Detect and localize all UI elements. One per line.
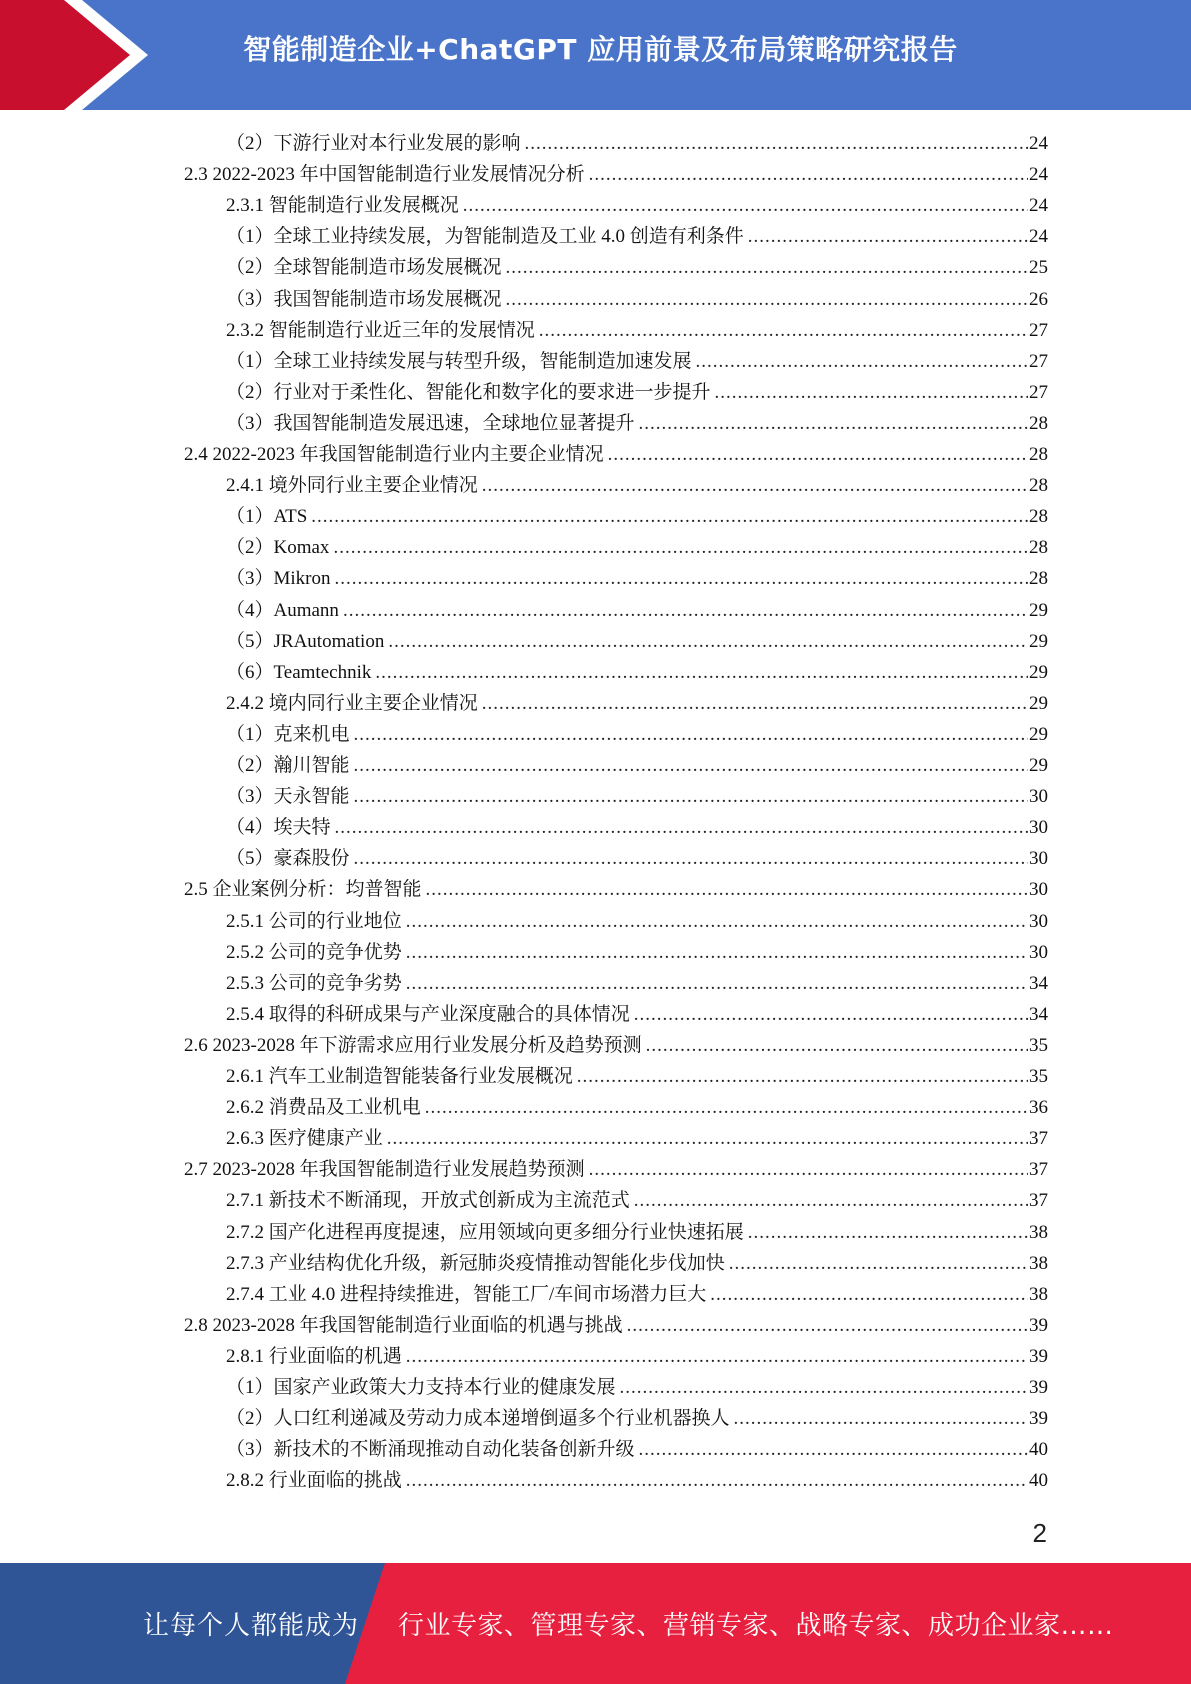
toc-entry-page: 29 — [1029, 755, 1048, 776]
toc-dot-leader — [696, 346, 1028, 377]
toc-entry-page: 29 — [1029, 599, 1048, 621]
toc-dot-leader — [710, 1279, 1028, 1310]
footer-slogan-right: 行业专家、管理专家、营销专家、战略专家、成功企业家…… — [398, 1611, 1114, 1641]
toc-entry-label: 2.8.2 行业面临的挑战 — [226, 1470, 402, 1492]
toc-entry-page: 28 — [1029, 537, 1048, 559]
toc-entry-label: 2.5.3 公司的竞争劣势 — [226, 972, 402, 994]
toc-dot-leader — [608, 439, 1028, 470]
toc-entry-label: 2.7.1 新技术不断涌现，开放式创新成为主流范式 — [226, 1190, 630, 1212]
toc-entry-label: （1）ATS — [226, 506, 308, 528]
toc-dot-leader — [589, 159, 1028, 190]
toc-entry-label: （4）埃夫特 — [226, 817, 331, 839]
toc-dot-leader — [639, 1434, 1028, 1465]
toc-dot-leader — [715, 377, 1028, 408]
toc-entry-page: 39 — [1029, 1377, 1048, 1398]
toc-entry[interactable] — [226, 937, 1048, 968]
toc-entry-label: （5）豪森股份 — [226, 848, 350, 870]
toc-entry-page: 25 — [1029, 257, 1048, 279]
toc-dot-leader — [729, 1248, 1028, 1279]
toc-entry-label: （2）下游行业对本行业发展的影响 — [226, 133, 521, 154]
toc-entry-label: （3）我国智能制造市场发展概况 — [226, 288, 502, 310]
toc-dot-leader — [311, 501, 1028, 532]
toc-entry[interactable] — [226, 968, 1048, 999]
toc-entry[interactable] — [226, 999, 1048, 1030]
toc-entry-label: 2.3 2022-2023 年中国智能制造行业发展情况分析 — [184, 164, 585, 186]
page-footer — [0, 1563, 1191, 1684]
toc-entry[interactable] — [226, 843, 1048, 874]
toc-dot-leader — [335, 563, 1028, 594]
toc-entry-page: 27 — [1029, 350, 1048, 372]
toc-entry[interactable] — [226, 1061, 1048, 1092]
toc-entry[interactable] — [226, 1434, 1048, 1465]
toc-entry-label: 2.7.2 国产化进程再度提速，应用领域向更多细分行业快速拓展 — [226, 1221, 744, 1243]
toc-entry-label: 2.4.2 境内同行业主要企业情况 — [226, 692, 478, 714]
toc-dot-leader — [406, 1465, 1028, 1496]
toc-entry-page: 37 — [1029, 1159, 1048, 1181]
toc-dot-leader — [375, 657, 1028, 688]
toc-entry-label: 2.6 2023-2028 年下游需求应用行业发展分析及趋势预测 — [184, 1034, 642, 1056]
toc-entry-page: 40 — [1029, 1470, 1048, 1492]
toc-entry[interactable] — [226, 1465, 1048, 1496]
toc-entry-label: 2.3.1 智能制造行业发展概况 — [226, 195, 459, 217]
toc-entry-label: 2.3.2 智能制造行业近三年的发展情况 — [226, 319, 535, 341]
toc-entry-page: 28 — [1029, 444, 1048, 465]
toc-dot-leader — [620, 1372, 1028, 1403]
toc-dot-leader — [425, 1092, 1028, 1123]
toc-dot-leader — [734, 1403, 1028, 1434]
toc-entry-label: （2）Komax — [226, 537, 330, 559]
toc-dot-leader — [634, 1185, 1028, 1216]
toc-entry-label: 2.8.1 行业面临的机遇 — [226, 1345, 402, 1367]
toc-dot-leader — [406, 937, 1028, 968]
toc-entry-page: 40 — [1029, 1439, 1048, 1461]
toc-dot-leader — [343, 595, 1028, 626]
toc-entry[interactable] — [226, 719, 1048, 750]
toc-entry[interactable] — [226, 532, 1048, 563]
toc-entry[interactable] — [226, 595, 1048, 626]
toc-dot-leader — [406, 906, 1028, 937]
toc-entry-label: （2）人口红利递减及劳动力成本递增倒逼多个行业机器换人 — [226, 1408, 730, 1430]
toc-entry[interactable] — [226, 1279, 1048, 1310]
toc-entry-label: （3）我国智能制造发展迅速，全球地位显著提升 — [226, 412, 635, 434]
toc-entry-label: 2.7.4 工业 4.0 进程持续推进，智能工厂/车间市场潜力巨大 — [226, 1283, 707, 1305]
toc-entry[interactable] — [226, 1403, 1048, 1434]
toc-entry[interactable] — [226, 906, 1048, 937]
toc-entry-label: 2.6.1 汽车工业制造智能装备行业发展概况 — [226, 1066, 573, 1087]
toc-entry[interactable] — [184, 1154, 1048, 1185]
toc-entry-label: 2.4.1 境外同行业主要企业情况 — [226, 475, 478, 497]
toc-dot-leader — [354, 719, 1028, 750]
toc-entry[interactable] — [184, 1030, 1048, 1061]
toc-entry-page: 29 — [1029, 723, 1048, 745]
toc-entry-page: 24 — [1029, 195, 1048, 217]
toc-entry-page: 28 — [1029, 475, 1048, 497]
toc-entry-page: 28 — [1029, 568, 1048, 590]
toc-dot-leader — [333, 532, 1028, 563]
toc-entry-label: （6）Teamtechnik — [226, 661, 372, 683]
toc-entry-label: （1）全球工业持续发展，为智能制造及工业 4.0 创造有利条件 — [226, 226, 744, 248]
toc-entry[interactable] — [226, 377, 1048, 408]
toc-entry-label: 2.4 2022-2023 年我国智能制造行业内主要企业情况 — [184, 444, 604, 465]
toc-entry-page: 39 — [1029, 1408, 1048, 1430]
toc-entry[interactable] — [226, 563, 1048, 594]
toc-entry-label: 2.7.3 产业结构优化升级，新冠肺炎疫情推动智能化步伐加快 — [226, 1252, 725, 1274]
header-title: 智能制造企业+ChatGPT 应用前景及布局策略研究报告 — [243, 33, 958, 66]
toc-entry[interactable] — [226, 812, 1048, 843]
toc-entry[interactable] — [184, 439, 1048, 470]
toc-dot-leader — [525, 128, 1028, 159]
toc-entry[interactable] — [226, 221, 1048, 252]
toc-dot-leader — [387, 1123, 1028, 1154]
toc-entry-page: 29 — [1029, 692, 1048, 714]
toc-entry-label: （5）JRAutomation — [226, 630, 385, 652]
toc-entry[interactable] — [226, 1372, 1048, 1403]
toc-entry-page: 37 — [1029, 1190, 1048, 1212]
toc-entry-label: 2.6.3 医疗健康产业 — [226, 1128, 383, 1150]
toc-entry[interactable] — [226, 1185, 1048, 1216]
toc-entry-page: 28 — [1029, 506, 1048, 528]
toc-entry[interactable] — [184, 874, 1048, 905]
toc-dot-leader — [463, 190, 1028, 221]
toc-entry-page: 24 — [1029, 164, 1048, 186]
toc-entry-label: （2）行业对于柔性化、智能化和数字化的要求进一步提升 — [226, 381, 711, 403]
toc-entry[interactable] — [226, 128, 1048, 159]
toc-dot-leader — [748, 221, 1028, 252]
toc-entry-page: 27 — [1029, 319, 1048, 341]
toc-entry[interactable] — [184, 159, 1048, 190]
toc-dot-leader — [482, 470, 1028, 501]
toc-entry-label: （1）全球工业持续发展与转型升级，智能制造加速发展 — [226, 350, 692, 372]
toc-entry-page: 38 — [1029, 1221, 1048, 1243]
toc-entry-page: 24 — [1029, 226, 1048, 248]
toc-entry-page: 34 — [1029, 1003, 1048, 1025]
toc-dot-leader — [354, 781, 1028, 812]
toc-entry[interactable] — [226, 688, 1048, 719]
toc-entry-page: 34 — [1029, 972, 1048, 994]
toc-entry-page: 38 — [1029, 1252, 1048, 1274]
toc-entry-label: 2.8 2023-2028 年我国智能制造行业面临的机遇与挑战 — [184, 1314, 623, 1336]
toc-entry[interactable] — [226, 190, 1048, 221]
toc-dot-leader — [426, 874, 1028, 905]
toc-entry-label: （1）克来机电 — [226, 723, 350, 745]
footer-slogan-left: 让每个人都能成为 — [143, 1611, 360, 1641]
toc-entry[interactable] — [226, 1248, 1048, 1279]
page-number: 2 — [1032, 1518, 1047, 1548]
toc-entry[interactable] — [226, 750, 1048, 781]
toc-entry[interactable] — [226, 284, 1048, 315]
toc-dot-leader — [639, 408, 1028, 439]
toc-entry[interactable] — [226, 408, 1048, 439]
toc-dot-leader — [589, 1154, 1028, 1185]
toc-entry-label: （2）瀚川智能 — [226, 755, 350, 776]
toc-dot-leader — [646, 1030, 1028, 1061]
toc-entry-page: 28 — [1029, 412, 1048, 434]
toc-entry-label: 2.5.4 取得的科研成果与产业深度融合的具体情况 — [226, 1003, 630, 1025]
toc-entry-page: 39 — [1029, 1345, 1048, 1367]
toc-dot-leader — [354, 750, 1028, 781]
toc-entry-page: 26 — [1029, 288, 1048, 310]
toc-entry-page: 24 — [1029, 133, 1048, 154]
toc-entry-page: 27 — [1029, 381, 1048, 403]
toc-entry-page: 30 — [1029, 848, 1048, 870]
toc-entry-label: （3）新技术的不断涌现推动自动化装备创新升级 — [226, 1439, 635, 1461]
toc-entry[interactable] — [226, 1217, 1048, 1248]
toc-entry-label: （3）天永智能 — [226, 786, 350, 808]
toc-entry-label: 2.5.2 公司的竞争优势 — [226, 941, 402, 963]
toc-entry-page: 38 — [1029, 1283, 1048, 1305]
toc-entry-page: 30 — [1029, 786, 1048, 808]
toc-dot-leader — [335, 812, 1028, 843]
toc-entry[interactable] — [226, 626, 1048, 657]
toc-entry[interactable] — [226, 1092, 1048, 1123]
toc-entry-label: 2.5.1 公司的行业地位 — [226, 910, 402, 932]
toc-entry-label: 2.6.2 消费品及工业机电 — [226, 1097, 421, 1119]
toc-dot-leader — [506, 284, 1028, 315]
toc-dot-leader — [506, 252, 1028, 283]
toc-dot-leader — [354, 843, 1028, 874]
toc-dot-leader — [406, 968, 1028, 999]
toc-entry[interactable] — [226, 781, 1048, 812]
toc-entry-label: （3）Mikron — [226, 568, 331, 590]
toc-entry-page: 30 — [1029, 941, 1048, 963]
toc-entry-page: 35 — [1029, 1034, 1048, 1056]
toc-entry[interactable] — [226, 252, 1048, 283]
toc-entry[interactable] — [226, 470, 1048, 501]
toc-entry-page: 29 — [1029, 630, 1048, 652]
toc-entry-page: 35 — [1029, 1066, 1048, 1087]
toc-dot-leader — [388, 626, 1028, 657]
toc-dot-leader — [577, 1061, 1028, 1092]
toc-dot-leader — [482, 688, 1028, 719]
toc-entry[interactable] — [226, 501, 1048, 532]
toc-entry-page: 36 — [1029, 1097, 1048, 1119]
toc-dot-leader — [627, 1310, 1028, 1341]
toc-entry[interactable] — [226, 1341, 1048, 1372]
toc-dot-leader — [748, 1217, 1028, 1248]
toc-entry-label: 2.7 2023-2028 年我国智能制造行业发展趋势预测 — [184, 1159, 585, 1181]
page-header — [0, 0, 1191, 110]
toc-dot-leader — [406, 1341, 1028, 1372]
toc-entry[interactable] — [226, 315, 1048, 346]
toc-entry[interactable] — [226, 657, 1048, 688]
toc-dot-leader — [634, 999, 1028, 1030]
toc-entry-label: （4）Aumann — [226, 599, 339, 621]
toc-entry-page: 30 — [1029, 817, 1048, 839]
toc-entry-label: （2）全球智能制造市场发展概况 — [226, 257, 502, 279]
toc-entry-page: 29 — [1029, 661, 1048, 683]
toc-entry[interactable] — [226, 1123, 1048, 1154]
toc-entry[interactable] — [226, 346, 1048, 377]
toc-entry-label: 2.5 企业案例分析：均普智能 — [184, 879, 422, 901]
toc-entry-page: 30 — [1029, 879, 1048, 901]
toc-entry-label: （1）国家产业政策大力支持本行业的健康发展 — [226, 1377, 616, 1398]
toc-entry-page: 37 — [1029, 1128, 1048, 1150]
toc-entry-page: 39 — [1029, 1314, 1048, 1336]
toc-entry-page: 30 — [1029, 910, 1048, 932]
toc-entry[interactable] — [184, 1310, 1048, 1341]
toc-dot-leader — [539, 315, 1028, 346]
